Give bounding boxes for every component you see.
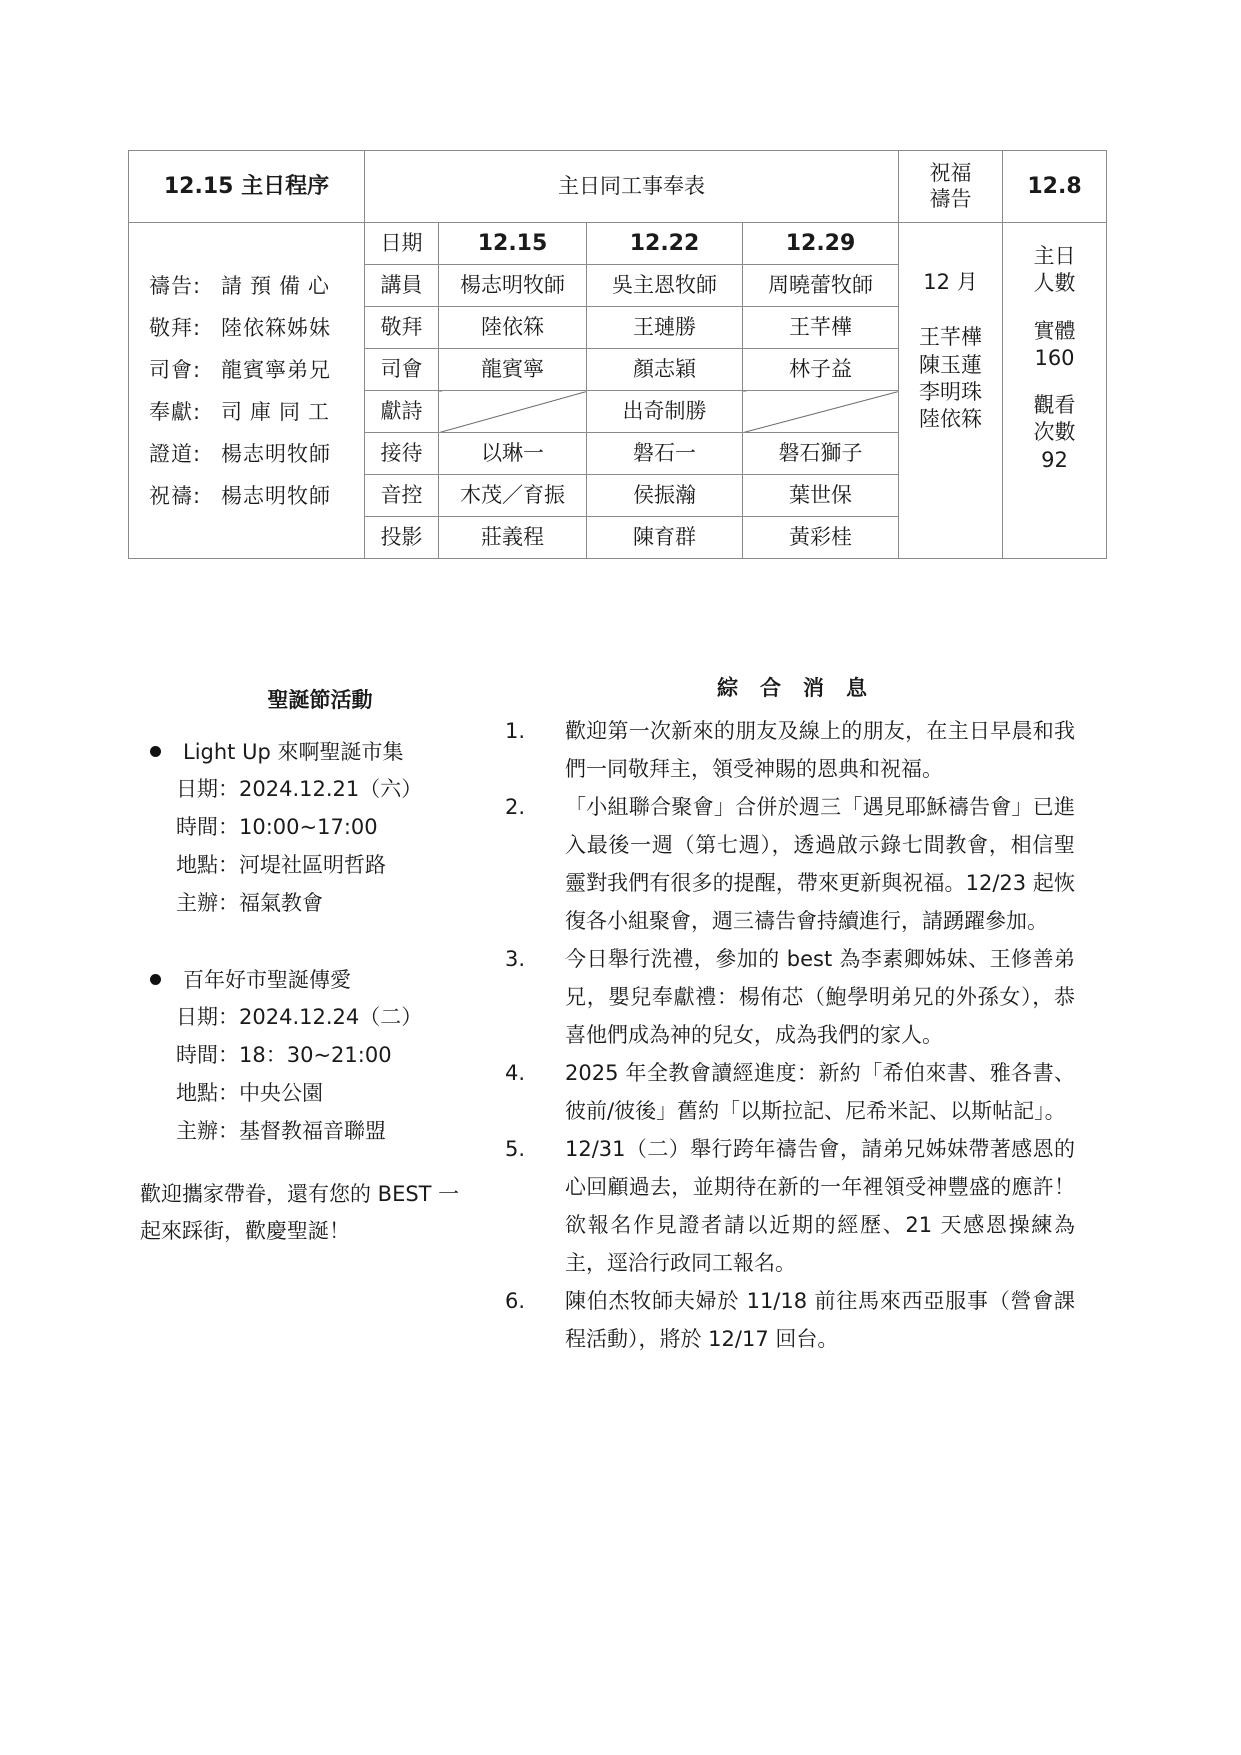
empty-slash-cell <box>439 391 587 433</box>
order-value: 請預備心 <box>221 273 337 298</box>
order-role: 敬拜: <box>149 315 202 340</box>
dates-label: 日期 <box>365 223 439 265</box>
christmas-events <box>140 684 480 1250</box>
news-number: 4. <box>505 1061 526 1085</box>
row-label: 獻詩 <box>365 391 439 433</box>
event-detail: 主辦：福氣教會 <box>176 891 323 915</box>
duty-cell: 磐石獅子 <box>743 433 899 475</box>
order-role: 司會: <box>149 357 202 382</box>
order-role: 證道: <box>149 441 202 466</box>
news-number: 1. <box>505 719 526 743</box>
duty-cell: 林子益 <box>743 349 899 391</box>
order-value: 楊志明牧師 <box>221 441 331 466</box>
row-label: 接待 <box>365 433 439 475</box>
news-text: 12/31（二）舉行跨年禱告會，請弟兄姊妹帶著感恩的心回顧過去，並期待在新的一年裡領受神豐盛的應許！欲報名作見證者請以近期的經歷、21 天感恩操練為主，逕洽行政同工報名。 <box>565 1137 1075 1275</box>
duty-cell: 侯振瀚 <box>587 475 743 517</box>
event-heading <box>140 960 480 998</box>
blessing-name: 陳玉蓮 <box>919 352 982 377</box>
duty-cell: 周曉蕾牧師 <box>743 265 899 307</box>
duty-cell: 莊義程 <box>439 517 587 559</box>
duty-cell: 磐石一 <box>587 433 743 475</box>
order-role: 奉獻: <box>149 399 202 424</box>
news-text: 陳伯杰牧師夫婦於 11/18 前往馬來西亞服事（營會課程活動），將於 12/17 回台。 <box>565 1289 1075 1351</box>
order-item <box>149 475 364 517</box>
blessing-name: 李明珠 <box>919 379 982 404</box>
order-value: 陸依箖姊妹 <box>221 315 331 340</box>
news-item <box>505 1054 1075 1130</box>
event-detail: 主辦：基督教福音聯盟 <box>176 1119 386 1143</box>
event-name: Light Up 來啊聖誕市集 <box>183 740 404 764</box>
news-item <box>505 1282 1075 1358</box>
event-name: 百年好市聖誕傳愛 <box>183 968 351 992</box>
news-item <box>505 940 1075 1054</box>
physical-label: 實體 <box>1033 318 1076 343</box>
duty-cell: 出奇制勝 <box>587 391 743 433</box>
duty-cell: 王璉勝 <box>587 307 743 349</box>
news-number: 3. <box>505 947 526 971</box>
duty-cell: 黃彩桂 <box>743 517 899 559</box>
duty-cell: 吳主恩牧師 <box>587 265 743 307</box>
duty-cell: 龍賓寧 <box>439 349 587 391</box>
program-date-label: 12.15 主日程序 <box>163 173 330 199</box>
row-label: 講員 <box>365 265 439 307</box>
christmas-title: 聖誕節活動 <box>267 688 373 712</box>
order-item <box>149 433 364 475</box>
duty-cell: 王芊樺 <box>743 307 899 349</box>
attendance-stats <box>1003 223 1107 559</box>
order-role: 禱告: <box>149 273 202 298</box>
blessing-month: 12 月 <box>923 270 978 294</box>
news-item <box>505 1130 1075 1282</box>
order-item <box>149 265 364 307</box>
news-title: 綜合消息 <box>717 676 889 700</box>
row-label: 投影 <box>365 517 439 559</box>
event-detail: 地點：中央公園 <box>176 1081 323 1105</box>
blessing-prayer-list <box>899 223 1003 559</box>
duty-cell: 陳育群 <box>587 517 743 559</box>
order-item <box>149 307 364 349</box>
general-news <box>505 672 1075 1358</box>
empty-slash-cell <box>743 391 899 433</box>
blessing-name: 王芊樺 <box>919 325 982 350</box>
news-text: 2025 年全教會讀經進度：新約「希伯來書、雅各書、彼前/彼後」舊約「以斯拉記、尼希米記、以斯帖記」。 <box>565 1061 1075 1123</box>
schedule-table <box>128 150 1107 559</box>
duty-cell: 楊志明牧師 <box>439 265 587 307</box>
duty-cell: 陸依箖 <box>439 307 587 349</box>
row-label: 敬拜 <box>365 307 439 349</box>
bless-title: 祝福 禱告 <box>899 151 1003 223</box>
duty-cell: 葉世保 <box>743 475 899 517</box>
duty-cell: 以琳一 <box>439 433 587 475</box>
news-item <box>505 712 1075 788</box>
attendance-label: 主日 人數 <box>1033 244 1076 296</box>
physical-count: 160 <box>1034 345 1075 370</box>
news-text: 「小組聯合聚會」合併於週三「遇見耶穌禱告會」已進入最後一週（第七週），透過啟示錄七間教會，相信聖靈對我們有很多的提醒，帶來更新與祝福。12/23 起恢復各小組聚會，週三禱告會持續進行，請踴躍參加。 <box>565 795 1075 933</box>
views-label: 觀看 次數 <box>1033 393 1076 445</box>
news-number: 2. <box>505 795 526 819</box>
order-value: 司庫同工 <box>221 399 337 424</box>
news-text: 今日舉行洗禮，參加的 best 為李素卿姊妹、王修善弟兄，嬰兒奉獻禮：楊侑芯（鮑學明弟兄的外孫女），恭喜他們成為神的兒女，成為我們的家人。 <box>565 947 1075 1047</box>
service-order <box>129 223 365 559</box>
order-role: 祝禱: <box>149 483 202 508</box>
christmas-closing: 歡迎攜家帶眷，還有您的 BEST 一起來踩街，歡慶聖誕！ <box>140 1182 460 1243</box>
news-text: 歡迎第一次新來的朋友及線上的朋友，在主日早晨和我們一同敬拜主，領受神賜的恩典和祝福。 <box>565 719 1075 781</box>
duty-cell: 木茂／育振 <box>439 475 587 517</box>
views-count: 92 <box>1041 447 1068 472</box>
order-item <box>149 349 364 391</box>
row-label: 音控 <box>365 475 439 517</box>
attendance-date: 12.8 <box>1003 151 1107 223</box>
news-item <box>505 788 1075 940</box>
order-item <box>149 391 364 433</box>
duty-title: 主日同工事奉表 <box>365 151 899 223</box>
event-detail: 時間：18：30~21:00 <box>176 1043 392 1067</box>
event-detail: 日期：2024.12.24（二） <box>176 1005 423 1029</box>
date-col-2: 12.22 <box>587 223 743 265</box>
event-detail: 時間：10:00~17:00 <box>176 815 378 839</box>
date-col-1: 12.15 <box>439 223 587 265</box>
row-label: 司會 <box>365 349 439 391</box>
news-number: 5. <box>505 1137 526 1161</box>
date-col-3: 12.29 <box>743 223 899 265</box>
bullet-icon <box>150 746 161 757</box>
event-heading <box>140 732 480 770</box>
order-value: 龍賓寧弟兄 <box>221 357 331 382</box>
program-title <box>129 151 365 223</box>
event-detail: 日期：2024.12.21（六） <box>176 777 423 801</box>
blessing-name: 陸依箖 <box>919 407 982 432</box>
news-number: 6. <box>505 1289 526 1313</box>
duty-cell: 顏志穎 <box>587 349 743 391</box>
bullet-icon <box>150 974 161 985</box>
event-detail: 地點：河堤社區明哲路 <box>176 853 386 877</box>
order-value: 楊志明牧師 <box>221 483 331 508</box>
